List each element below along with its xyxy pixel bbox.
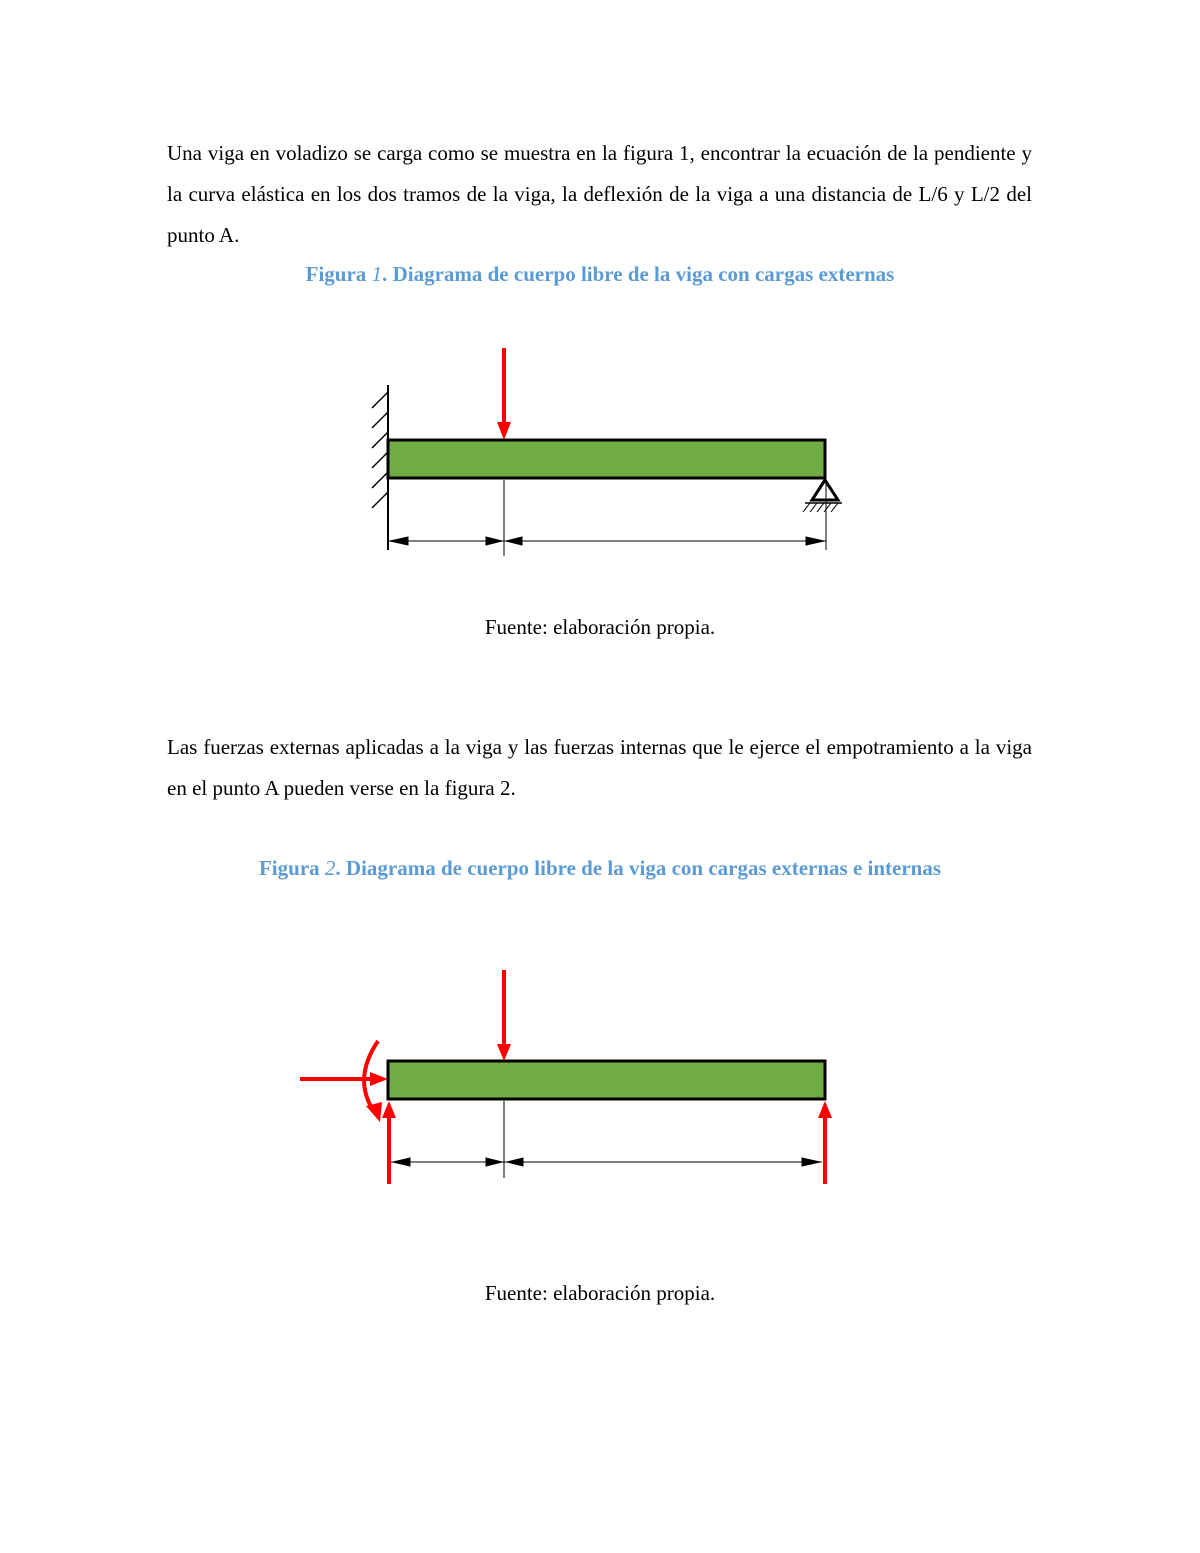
right-vertical-reaction-arrow [818,1101,832,1184]
fixed-support-wall [372,385,388,550]
figure-1-source: Fuente: elaboración propia. [484,615,716,639]
intro-paragraph: Una viga en voladizo se carga como se muestra en la figura 1, encontrar la ecuación de la pendiente y la curva elástica en los dos tramos de la viga, la deflexión de la viga a una distancia de L/6 y L/2 del punto A. [167,141,1032,247]
figure-1-caption [0,262,1200,287]
figure-2-number: 2 [324,856,336,880]
horizontal-reaction-arrow [300,1072,388,1086]
beam [388,440,825,478]
dimension-lines [388,480,826,556]
figure-1-label: Figura [305,262,367,286]
left-vertical-reaction-arrow [382,1101,396,1184]
roller-support [803,480,842,512]
figure-2-title: . Diagrama de cuerpo libre de la viga con cargas externas e internas [335,856,942,880]
beam [388,1061,825,1099]
point-load-arrow [497,348,511,440]
figure-2-diagram [0,960,1200,1200]
dimension-lines [390,1101,822,1178]
figure-1-diagram [0,330,1200,570]
figure-2-caption [0,856,1200,881]
figure-2-label: Figura [258,856,320,880]
point-load-arrow [497,970,511,1061]
figure-1-title: . Diagrama de cuerpo libre de la viga con cargas externas [382,262,895,286]
figure-2-source: Fuente: elaboración propia. [484,1281,716,1305]
figure-1-number: 1 [371,262,383,286]
forces-paragraph: Las fuerzas externas aplicadas a la viga y las fuerzas internas que le ejerce el empotramiento a la viga en el punto A pueden verse en la figura 2. [167,735,1032,800]
